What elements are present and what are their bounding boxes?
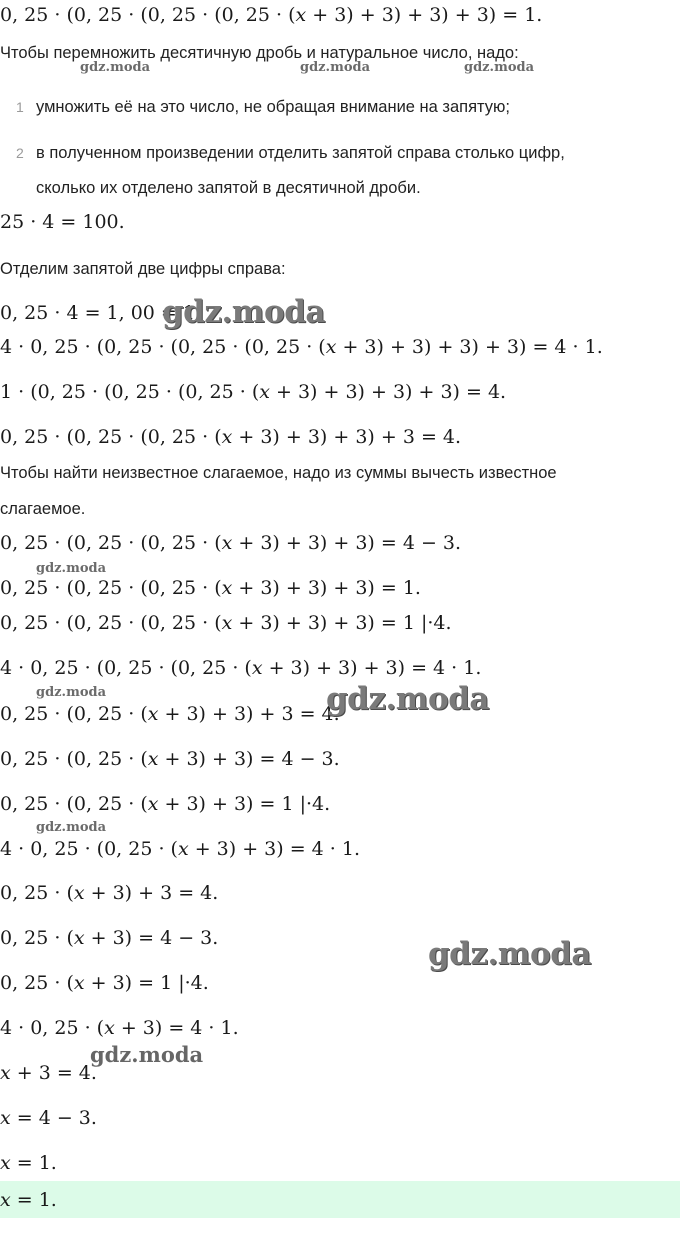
- rule-text: Чтобы найти неизвестное слагаемое, надо из суммы вычесть известное: [0, 464, 557, 482]
- equation-line: 0, 25 · (0, 25 · (𝑥 + 3) + 3) + 3 = 4.: [0, 703, 340, 725]
- equation-line: 4 · 0, 25 · (𝑥 + 3) = 4 · 1.: [0, 1017, 239, 1039]
- equation-line: 25 · 4 = 100.: [0, 211, 125, 233]
- watermark: gdz.moda: [326, 681, 489, 717]
- equation-line: 0, 25 · (0, 25 · (𝑥 + 3) + 3) = 4 − 3.: [0, 748, 340, 770]
- rule-text: слагаемое.: [0, 500, 86, 518]
- equation-line: 0, 25 · (0, 25 · (0, 25 · (𝑥 + 3) + 3) + 3) = 4 − 3.: [0, 532, 462, 554]
- watermark: gdz.moda: [162, 294, 325, 330]
- equation-line: 0, 25 · (0, 25 · (0, 25 · (𝑥 + 3) + 3) + 3) + 3 = 4.: [0, 426, 462, 448]
- watermark: gdz.moda: [428, 936, 591, 972]
- equation-line: 0, 25 · (0, 25 · (0, 25 · (𝑥 + 3) + 3) + 3) = 1.: [0, 577, 421, 599]
- watermark: gdz.moda: [464, 60, 535, 75]
- list-item: умножить её на это число, не обращая внимание на запятую;: [36, 98, 510, 116]
- answer-highlight: [0, 1181, 680, 1218]
- watermark: gdz.moda: [90, 1042, 204, 1067]
- watermark: gdz.moda: [300, 60, 371, 75]
- equation-line: 𝑥 = 1.: [0, 1152, 57, 1174]
- list-item: в полученном произведении отделить запятой справа столько цифр,: [36, 144, 565, 162]
- equation-line: 4 · 0, 25 · (0, 25 · (𝑥 + 3) + 3) = 4 · 1.: [0, 838, 361, 860]
- equation-line: 𝑥 = 4 − 3.: [0, 1107, 97, 1129]
- rule-text: Чтобы перемножить десятичную дробь и натуральное число, надо:: [0, 44, 519, 62]
- explanation-text: Отделим запятой две цифры справа:: [0, 260, 286, 278]
- list-number: 1: [16, 99, 24, 115]
- list-number: 2: [16, 145, 24, 161]
- watermark: gdz.moda: [36, 561, 107, 576]
- equation-line: 1 · (0, 25 · (0, 25 · (0, 25 · (𝑥 + 3) + 3) + 3) + 3) = 4.: [0, 381, 507, 403]
- equation-line: 0, 25 · (0, 25 · (0, 25 · (0, 25 · (𝑥 + 3) + 3) + 3) + 3) = 1.: [0, 4, 543, 26]
- watermark: gdz.moda: [36, 685, 107, 700]
- equation-line: 0, 25 · 4 = 1, 00 = 1.: [0, 302, 202, 324]
- list-item-continuation: сколько их отделено запятой в десятичной дроби.: [36, 179, 421, 197]
- equation-line: 4 · 0, 25 · (0, 25 · (0, 25 · (𝑥 + 3) + 3) + 3) = 4 · 1.: [0, 657, 482, 679]
- watermark: gdz.moda: [80, 60, 151, 75]
- equation-line: 0, 25 · (𝑥 + 3) = 4 − 3.: [0, 927, 219, 949]
- equation-line: 0, 25 · (𝑥 + 3) = 1 |·4.: [0, 972, 209, 994]
- equation-line: 4 · 0, 25 · (0, 25 · (0, 25 · (0, 25 · (𝑥 + 3) + 3) + 3) + 3) = 4 · 1.: [0, 336, 603, 358]
- equation-line: 0, 25 · (0, 25 · (0, 25 · (𝑥 + 3) + 3) + 3) = 1 |·4.: [0, 612, 452, 634]
- equation-line: 0, 25 · (0, 25 · (𝑥 + 3) + 3) = 1 |·4.: [0, 793, 331, 815]
- equation-line: 𝑥 + 3 = 4.: [0, 1062, 97, 1084]
- equation-line: 0, 25 · (𝑥 + 3) + 3 = 4.: [0, 882, 219, 904]
- final-answer: 𝑥 = 1.: [0, 1189, 57, 1211]
- watermark: gdz.moda: [36, 820, 107, 835]
